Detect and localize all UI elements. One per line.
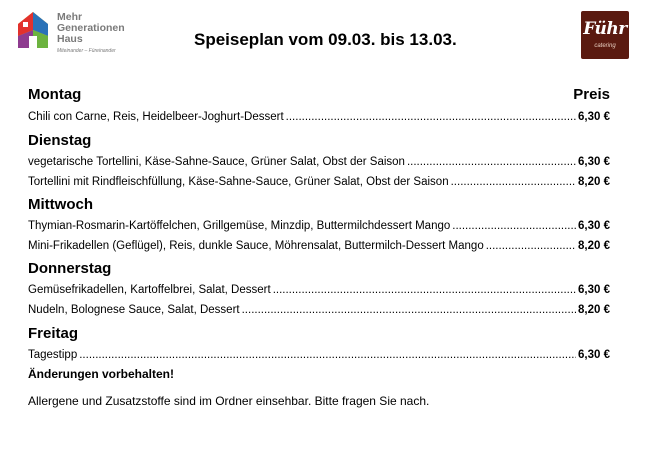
day-heading-dienstag: Dienstag <box>28 132 92 149</box>
leader-dots <box>273 280 576 300</box>
allergen-info-text: Allergene und Zusatzstoffe sind im Ordner einsehbar. Bitte fragen Sie nach. <box>28 394 430 408</box>
menu-item <box>28 280 610 300</box>
dish-text: vegetarische Tortellini, Käse-Sahne-Sauce, Grüner Salat, Obst der Saison <box>28 156 405 168</box>
menu-item <box>28 236 610 256</box>
menu-item <box>28 152 610 172</box>
dish-price: 6,30 € <box>578 349 610 361</box>
dish-price: 6,30 € <box>578 111 610 123</box>
leader-dots <box>407 152 576 172</box>
logo-line-3: Haus <box>57 33 83 45</box>
catering-logo-text: catering <box>594 43 616 49</box>
menu-item <box>28 216 610 236</box>
house-logo-icon <box>14 10 52 50</box>
day-heading-mittwoch: Mittwoch <box>28 196 93 213</box>
logo-subline: Miteinander – Füreinander <box>57 48 116 54</box>
fuehr-logo-text: Führ <box>583 19 627 39</box>
leader-dots <box>286 107 576 127</box>
day-heading-freitag: Freitag <box>28 325 79 342</box>
dish-price: 8,20 € <box>578 304 610 316</box>
logo-line-2: Generationen <box>57 22 125 34</box>
dish-text: Gemüsefrikadellen, Kartoffelbrei, Salat, Dessert <box>28 284 271 296</box>
leader-dots <box>242 300 576 320</box>
price-column-header: Preis <box>573 86 610 103</box>
page-title: Speiseplan vom 09.03. bis 13.03. <box>194 30 457 49</box>
leader-dots <box>452 216 576 236</box>
dish-text: Thymian-Rosmarin-Kartöffelchen, Grillgemüse, Minzdip, Buttermilchdessert Mango <box>28 220 451 232</box>
dish-price: 8,20 € <box>578 240 610 252</box>
logo-line-1: Mehr <box>57 11 83 23</box>
menu-item <box>28 107 610 127</box>
dish-price: 8,20 € <box>578 176 610 188</box>
leader-dots <box>486 236 576 256</box>
dish-text: Tortellini mit Rindfleischfüllung, Käse-Sahne-Sauce, Grüner Salat, Obst der Saison <box>28 176 449 188</box>
day-heading-donnerstag: Donnerstag <box>28 260 112 277</box>
menu-item <box>28 300 610 320</box>
dish-price: 6,30 € <box>578 220 610 232</box>
dish-text: Tagestipp <box>28 349 78 361</box>
menu-item <box>28 172 610 192</box>
menu-table <box>28 83 610 365</box>
dish-text: Nudeln, Bolognese Sauce, Salat, Dessert <box>28 304 240 316</box>
menu-item <box>28 345 610 365</box>
leader-dots <box>79 345 576 365</box>
changes-reserved-note: Änderungen vorbehalten! <box>28 367 175 381</box>
dish-price: 6,30 € <box>578 284 610 296</box>
menu-header-row <box>28 83 610 107</box>
day-heading-montag: Montag <box>28 86 82 103</box>
dish-price: 6,30 € <box>578 156 610 168</box>
fuehr-catering-logo <box>581 11 629 59</box>
leader-dots <box>451 172 576 192</box>
mehrgenerationenhaus-logo <box>14 10 134 52</box>
dish-text: Mini-Frikadellen (Geflügel), Reis, dunkle Sauce, Möhrensalat, Buttermilch-Dessert Mango <box>28 240 484 252</box>
dish-text: Chili con Carne, Reis, Heidelbeer-Joghurt-Dessert <box>28 111 284 123</box>
